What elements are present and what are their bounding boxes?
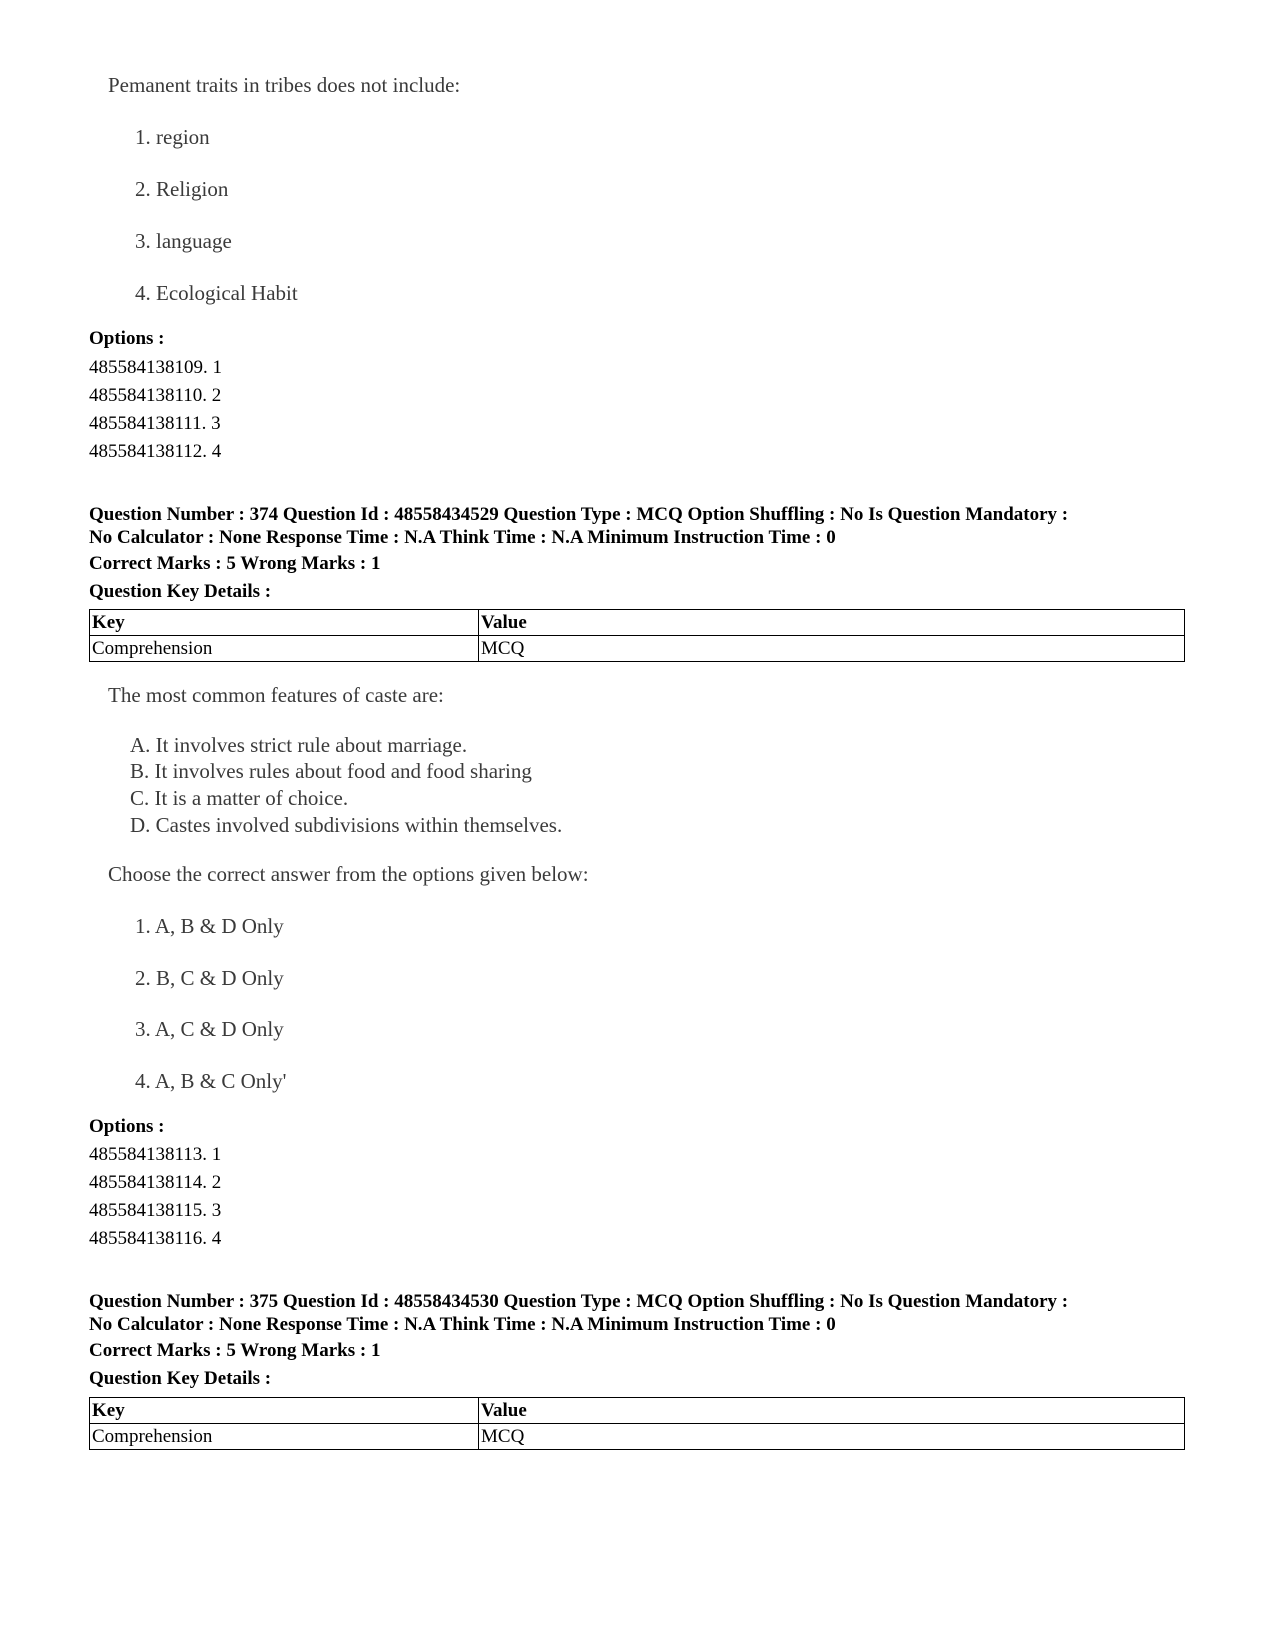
table-header-cell: Key	[90, 610, 479, 636]
option-item: 485584138112. 4	[89, 441, 222, 462]
choice-item: 3. A, C & D Only	[135, 1017, 284, 1041]
option-item: 485584138110. 2	[89, 385, 222, 406]
marks-line: Correct Marks : 5 Wrong Marks : 1	[89, 1340, 381, 1361]
options-label: Options :	[89, 1116, 165, 1137]
statement-item: B. It involves rules about food and food sharing	[130, 759, 532, 783]
statement-item: D. Castes involved subdivisions within themselves.	[130, 813, 563, 837]
choice-item: 1. region	[135, 125, 210, 149]
choice-item: 1. A, B & D Only	[135, 914, 284, 938]
table-row	[90, 636, 1185, 662]
table-header-cell: Value	[479, 610, 1185, 636]
option-item: 485584138111. 3	[89, 413, 221, 434]
question-meta	[89, 503, 1068, 549]
table-row	[90, 1424, 1185, 1450]
option-item: 485584138114. 2	[89, 1172, 222, 1193]
key-details-label: Question Key Details :	[89, 581, 272, 602]
statement-item: C. It is a matter of choice.	[130, 786, 349, 810]
options-label: Options :	[89, 328, 165, 349]
table-cell: Comprehension	[90, 1424, 479, 1450]
question-meta-line: Question Number : 375 Question Id : 48558434530 Question Type : MCQ Option Shuffling : No Is Question Mandatory :	[89, 1291, 1069, 1312]
table-header-row	[90, 1398, 1185, 1424]
table-cell: Comprehension	[90, 636, 479, 662]
choice-item: 2. Religion	[135, 177, 229, 201]
table-header-cell: Value	[479, 1398, 1185, 1424]
key-details-table	[89, 609, 1185, 662]
key-details-table	[89, 1397, 1185, 1450]
question-meta-line: Question Number : 374 Question Id : 48558434529 Question Type : MCQ Option Shuffling : No Is Question Mandatory :	[89, 504, 1069, 525]
instruction-text: Choose the correct answer from the options given below:	[108, 862, 589, 886]
table-cell: MCQ	[479, 636, 1185, 662]
statement-item: A. It involves strict rule about marriage.	[130, 733, 468, 757]
option-item: 485584138115. 3	[89, 1200, 222, 1221]
choice-item: 3. language	[135, 229, 232, 253]
question-text: Pemanent traits in tribes does not include:	[108, 73, 461, 97]
table-header-cell: Key	[90, 1398, 479, 1424]
choice-item: 4. Ecological Habit	[135, 281, 298, 305]
options-list	[89, 354, 222, 466]
option-item: 485584138116. 4	[89, 1228, 222, 1249]
question-meta	[89, 1290, 1068, 1336]
question-meta-line: No Calculator : None Response Time : N.A Think Time : N.A Minimum Instruction Time : 0	[89, 1314, 836, 1335]
question-meta-line: No Calculator : None Response Time : N.A Think Time : N.A Minimum Instruction Time : 0	[89, 527, 836, 548]
question-text: The most common features of caste are:	[108, 683, 444, 707]
marks-line: Correct Marks : 5 Wrong Marks : 1	[89, 553, 381, 574]
choice-item: 4. A, B & C Only'	[135, 1069, 287, 1093]
option-item: 485584138109. 1	[89, 357, 222, 378]
option-item: 485584138113. 1	[89, 1144, 222, 1165]
options-list	[89, 1141, 221, 1253]
table-header-row	[90, 610, 1185, 636]
choice-item: 2. B, C & D Only	[135, 966, 284, 990]
table-cell: MCQ	[479, 1424, 1185, 1450]
key-details-label: Question Key Details :	[89, 1368, 272, 1389]
